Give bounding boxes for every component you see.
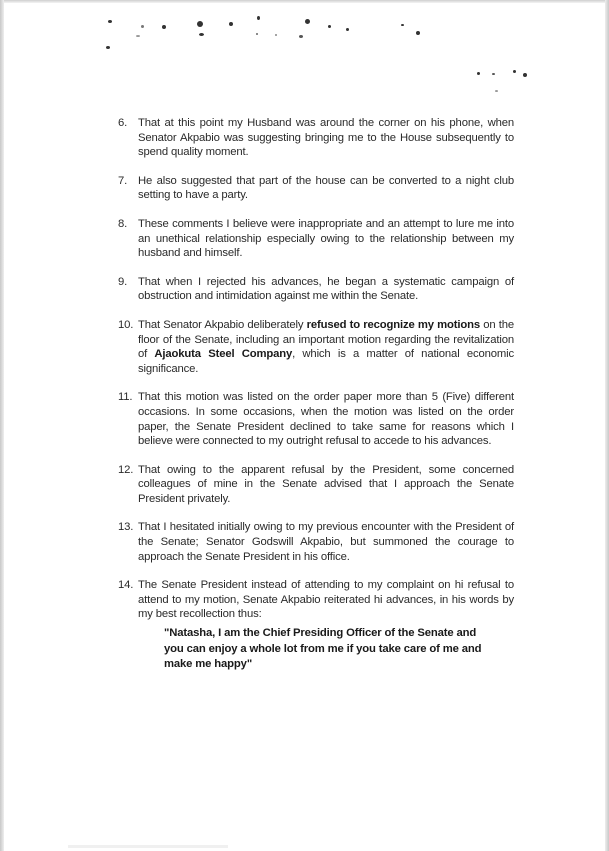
paragraph-number: 12. [118,463,134,476]
paragraph-6 [118,116,514,160]
paragraph-text: That I hesitated initially owing to my previous encounter with the President of the Senate; Senator Godswill Akpabio, but summoned the courage to approach the Senate President in his office. [138,521,514,563]
paragraph-number: 11. [118,391,133,404]
paragraph-number: 6. [118,117,128,129]
text-segment: , which is a matter of national economic significance. [138,348,514,375]
paragraph-text: These comments I believe were inappropriate and an attempt to lure me into an unethical relationship especially owing to the relationship between my husband and himself. [138,217,514,260]
paragraph-14 [118,578,514,672]
paragraph-12 [118,463,514,507]
paragraph-number: 9. [118,275,128,288]
paragraph-text: He also suggested that part of the house can be converted to a night club setting to have a party. [138,174,514,202]
paragraph-8 [118,217,514,261]
paragraph-9 [118,275,514,304]
paragraph-number: 10. [118,318,134,331]
paragraph-10 [118,318,514,376]
bold-emphasis: refused to recognize my motions [306,318,480,331]
faint-footer-mark [68,845,228,848]
paragraph-number: 14. [118,579,134,592]
text-segment: on the floor of the Senate, including an important motion regarding the revitalization of [138,318,514,361]
bold-company-name: Ajaokuta Steel Company [154,348,293,361]
block-quote: "Natasha, I am the Chief Presiding Officer of the Senate and you can enjoy a whole lot from me if you take care of me and make me happy" [164,627,482,671]
paragraph-text: The Senate President instead of attending to my complaint on hi refusal to attend to my motion, Senate Akpabio reiterated hi advances, in his words by my best recollection thus: [138,579,514,621]
paragraph-13 [118,520,514,564]
paragraph-text [138,318,514,376]
paragraph-number: 7. [118,174,128,187]
paragraph-7 [118,174,514,203]
paragraph-text: That this motion was listed on the order paper more than 5 (Five) different occasions. In some occasions, when the motion was listed on the order paper, the Senate President declined to take same for reasons which I believe were connected to my outright refusal to accede to his advances. [138,391,514,448]
paragraph-text: That when I rejected his advances, he began a systematic campaign of obstruction and intimidation against me within the Senate. [138,275,514,303]
paragraph-text: That at this point my Husband was around the corner on his phone, when Senator Akpabio was suggesting bringing me to the House subsequently to spend quality moment. [138,117,514,159]
document-body [118,116,514,687]
page-right-edge [605,0,609,851]
page-left-edge [0,0,4,851]
text-segment: That Senator Akpabio deliberately [138,318,307,331]
paragraph-number: 8. [118,217,128,230]
paragraph-number: 13. [118,521,134,534]
page-top-edge [0,0,609,3]
paragraph-text: That owing to the apparent refusal by the President, some concerned colleagues of mine in the Senate advised that I approach the Senate President privately. [138,463,514,505]
paragraph-11 [118,390,514,448]
